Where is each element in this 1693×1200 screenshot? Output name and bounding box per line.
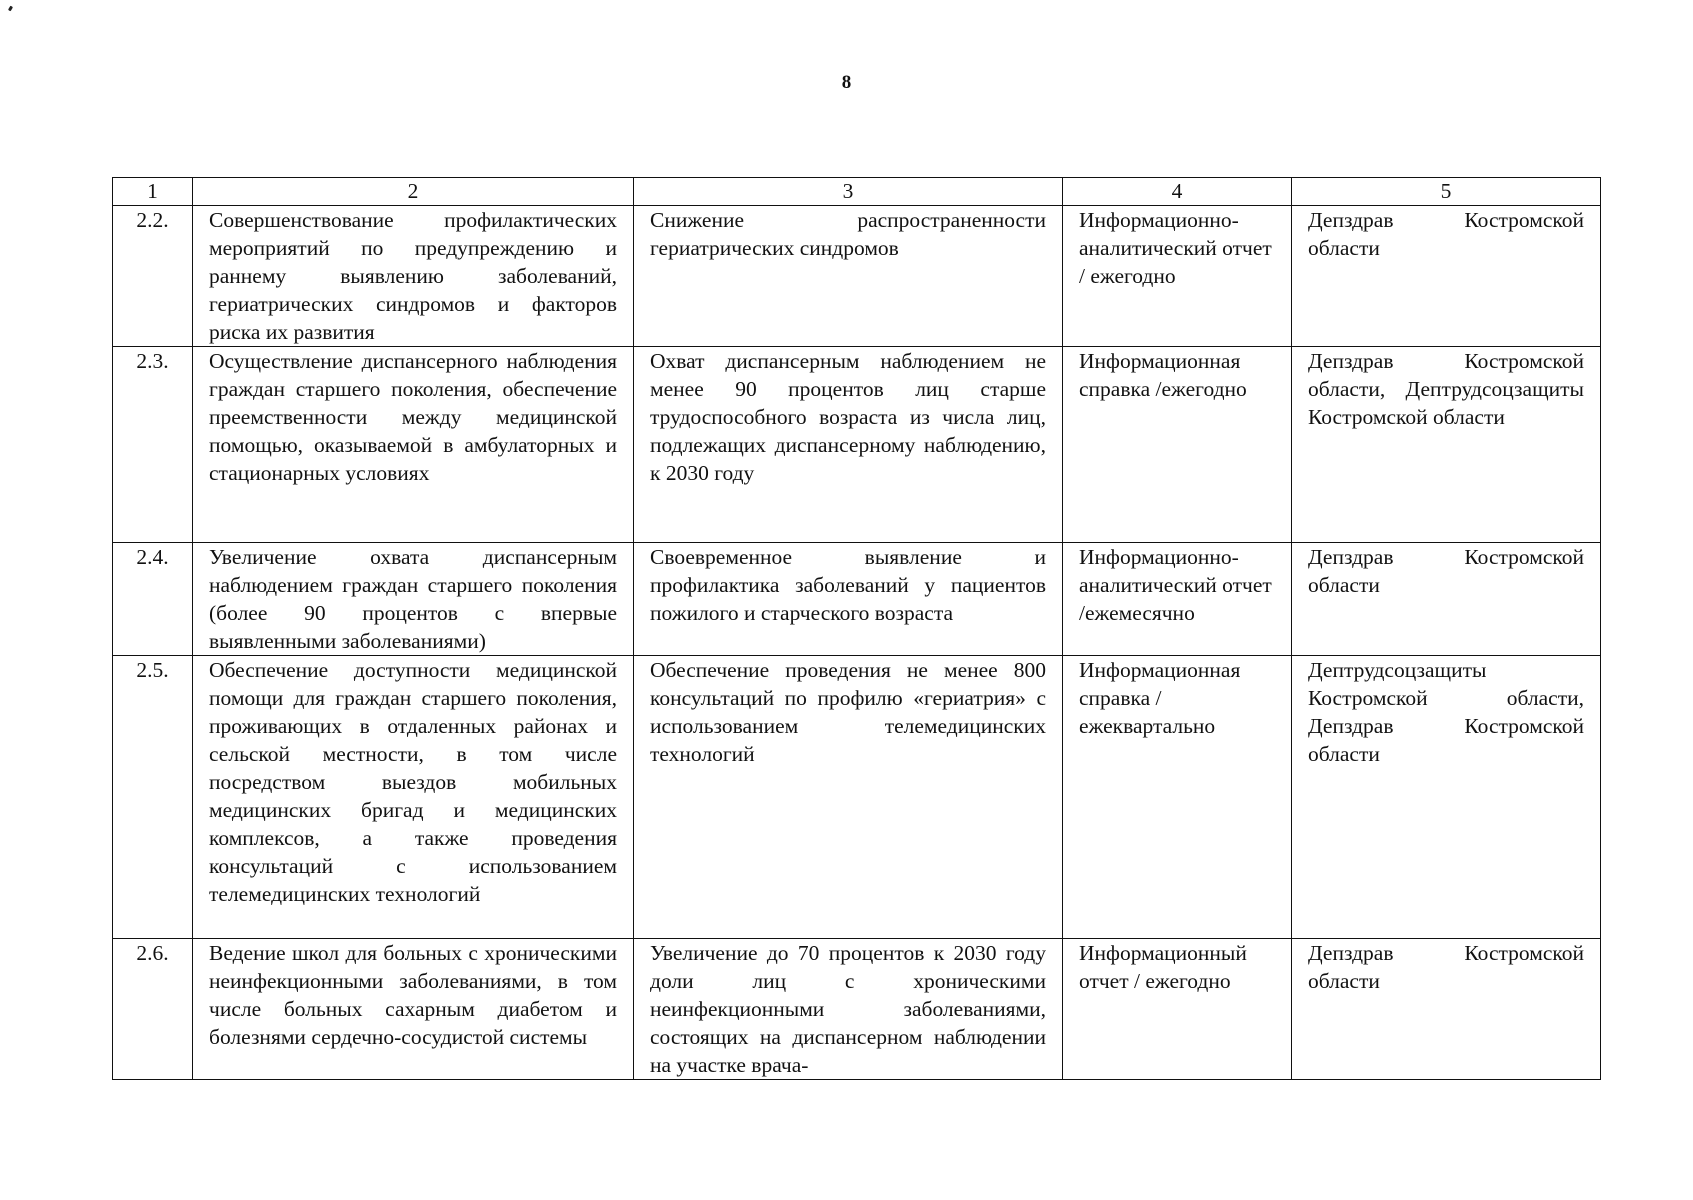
header-col-3: 3: [634, 178, 1063, 206]
header-row: [113, 178, 1601, 206]
executor-cell: Депздрав Костромской области: [1292, 939, 1601, 1080]
row-number: 2.4.: [113, 543, 193, 656]
result-cell: Своевременное выявление и профилактика заболеваний у пациентов пожилого и старческого возраста: [634, 543, 1063, 656]
scan-speck: [8, 6, 13, 12]
header-col-2: 2: [193, 178, 634, 206]
header-col-5: 5: [1292, 178, 1601, 206]
result-cell: Обеспечение проведения не менее 800 консультаций по профилю «гериатрия» с использованием телемедицинских технологий: [634, 656, 1063, 939]
measure-cell: Осуществление диспансерного наблюдения граждан старшего поколения, обеспечение преемственности между медицинской помощью, оказываемой в амбулаторных и стационарных условиях: [193, 347, 634, 543]
table-row: [113, 543, 1601, 656]
executor-cell: Депздрав Костромской области: [1292, 543, 1601, 656]
table-row: [113, 347, 1601, 543]
table-row: [113, 939, 1601, 1080]
row-number: 2.3.: [113, 347, 193, 543]
result-cell: Снижение распространенности гериатрических синдромов: [634, 206, 1063, 347]
executor-cell: Депздрав Костромской области, Дептрудсоцзащиты Костромской области: [1292, 347, 1601, 543]
row-number: 2.5.: [113, 656, 193, 939]
row-number: 2.6.: [113, 939, 193, 1080]
report-cell: Информационно-аналитический отчет /ежемесячно: [1063, 543, 1292, 656]
table-header: [113, 178, 1601, 206]
executor-cell: Депздрав Костромской области: [1292, 206, 1601, 347]
page-number: 8: [841, 72, 852, 93]
header-col-1: 1: [113, 178, 193, 206]
measure-cell: Ведение школ для больных с хроническими неинфекционными заболеваниями, в том числе больных сахарным диабетом и болезнями сердечно-сосудистой системы: [193, 939, 634, 1080]
executor-cell: Дептрудсоцзащиты Костромской области, Депздрав Костромской области: [1292, 656, 1601, 939]
table-body: [113, 206, 1601, 1080]
measure-cell: Совершенствование профилактических мероприятий по предупреждению и раннему выявлению заболеваний, гериатрических синдромов и факторов риска их развития: [193, 206, 634, 347]
table-row: [113, 656, 1601, 939]
report-cell: Информационно-аналитический отчет / ежегодно: [1063, 206, 1292, 347]
measure-cell: Обеспечение доступности медицинской помощи для граждан старшего поколения, проживающих в отдаленных районах и сельской местности, в том числе посредством выездов мобильных медицинских бригад и медицинских комплексов, а также проведения консультаций с использованием телемедицинских технологий: [193, 656, 634, 939]
report-cell: Информационный отчет / ежегодно: [1063, 939, 1292, 1080]
plan-table: [112, 177, 1601, 1080]
measure-cell: Увеличение охвата диспансерным наблюдением граждан старшего поколения (более 90 процентов с впервые выявленными заболеваниями): [193, 543, 634, 656]
result-cell: Охват диспансерным наблюдением не менее 90 процентов лиц старше трудоспособного возраста из числа лиц, подлежащих диспансерному наблюдению, к 2030 году: [634, 347, 1063, 543]
report-cell: Информационная справка /ежеквартально: [1063, 656, 1292, 939]
table-row: [113, 206, 1601, 347]
report-cell: Информационная справка /ежегодно: [1063, 347, 1292, 543]
header-col-4: 4: [1063, 178, 1292, 206]
row-number: 2.2.: [113, 206, 193, 347]
result-cell: Увеличение до 70 процентов к 2030 году доли лиц с хроническими неинфекционными заболеваниями, состоящих на диспансерном наблюдении на участке врача-: [634, 939, 1063, 1080]
